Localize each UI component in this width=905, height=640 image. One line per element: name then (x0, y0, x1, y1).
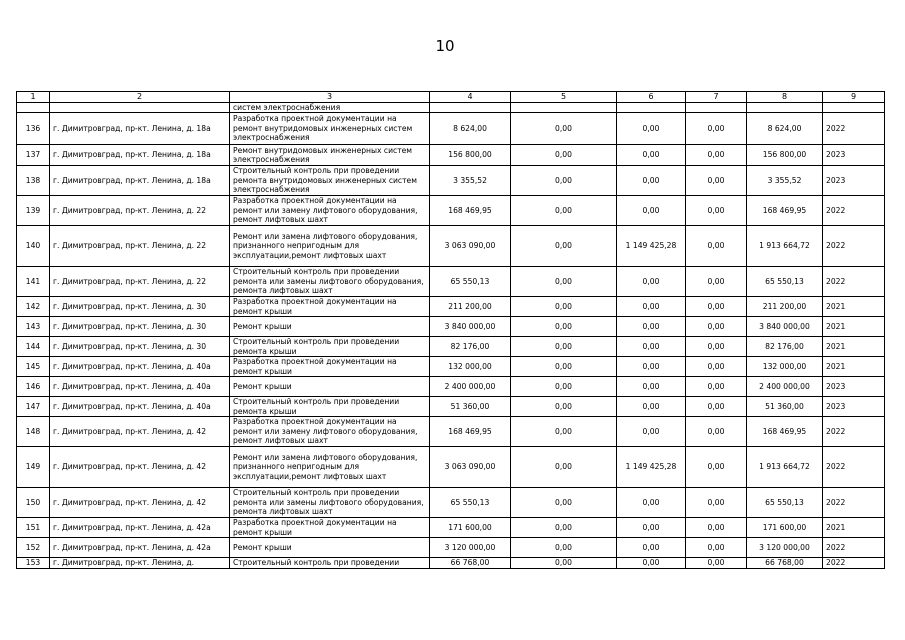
table-row (17, 267, 885, 297)
estimated-cost-cell: 65 550,13 (430, 267, 511, 297)
table-row (17, 145, 885, 166)
work-cell: Ремонт крыши (230, 377, 430, 397)
value-cell: 0,00 (511, 357, 617, 377)
value-cell: 0,00 (617, 166, 686, 196)
row-number: 141 (17, 267, 50, 297)
total-cost-cell: 82 176,00 (747, 337, 823, 357)
value-cell: 1 149 425,28 (617, 226, 686, 267)
work-cell: Разработка проектной документации на ремонт или замену лифтового оборудования, ремонт лифтовых шахт (230, 417, 430, 447)
address-cell: г. Димитровград, пр-кт. Ленина, д. 40а (50, 377, 230, 397)
value-cell: 0,00 (686, 113, 747, 145)
work-cell: систем электроснабжения (230, 103, 430, 113)
estimated-cost-cell: 3 120 000,00 (430, 538, 511, 558)
value-cell: 0,00 (686, 317, 747, 337)
table-row (17, 558, 885, 569)
work-cell: Разработка проектной документации на ремонт крыши (230, 297, 430, 317)
year-cell: 2022 (823, 267, 885, 297)
estimated-cost-cell: 211 200,00 (430, 297, 511, 317)
total-cost-cell: 211 200,00 (747, 297, 823, 317)
table-row (17, 447, 885, 488)
address-cell: г. Димитровград, пр-кт. Ленина, д. 30 (50, 297, 230, 317)
value-cell: 0,00 (686, 558, 747, 569)
row-number: 153 (17, 558, 50, 569)
estimated-cost-cell: 171 600,00 (430, 518, 511, 538)
value-cell: 0,00 (686, 377, 747, 397)
table-row (17, 518, 885, 538)
value-cell: 0,00 (617, 377, 686, 397)
total-cost-cell: 3 840 000,00 (747, 317, 823, 337)
total-cost-cell: 51 360,00 (747, 397, 823, 417)
work-cell: Ремонт или замена лифтового оборудования, признанного непригодным для эксплуатации,ремонт лифтовых шахт (230, 226, 430, 267)
estimated-cost-cell: 3 840 000,00 (430, 317, 511, 337)
value-cell: 0,00 (617, 113, 686, 145)
address-cell: г. Димитровград, пр-кт. Ленина, д. 30 (50, 337, 230, 357)
total-cost-cell: 171 600,00 (747, 518, 823, 538)
estimated-cost-cell: 132 000,00 (430, 357, 511, 377)
row-number: 137 (17, 145, 50, 166)
value-cell: 0,00 (511, 538, 617, 558)
address-cell: г. Димитровград, пр-кт. Ленина, д. 18а (50, 113, 230, 145)
value-cell: 0,00 (686, 226, 747, 267)
table-row (17, 196, 885, 226)
row-number: 149 (17, 447, 50, 488)
work-cell: Строительный контроль при проведении ремонта или замены лифтового оборудования, ремонта лифтовых шахт (230, 488, 430, 518)
value-cell: 0,00 (511, 417, 617, 447)
estimated-cost-cell: 3 063 090,00 (430, 226, 511, 267)
value-cell: 0,00 (617, 417, 686, 447)
estimated-cost-cell: 3 355,52 (430, 166, 511, 196)
total-cost-cell: 65 550,13 (747, 488, 823, 518)
work-cell: Строительный контроль при проведении ремонта или замены лифтового оборудования, ремонта лифтовых шахт (230, 267, 430, 297)
value-cell: 0,00 (511, 558, 617, 569)
value-cell: 0,00 (511, 377, 617, 397)
year-cell: 2022 (823, 558, 885, 569)
column-header: 9 (823, 92, 885, 103)
row-number: 146 (17, 377, 50, 397)
column-header: 3 (230, 92, 430, 103)
work-cell: Разработка проектной документации на ремонт внутридомовых инженерных систем электроснабжения (230, 113, 430, 145)
value-cell: 0,00 (511, 145, 617, 166)
total-cost-cell: 65 550,13 (747, 267, 823, 297)
value-cell: 0,00 (511, 488, 617, 518)
value-cell: 0,00 (511, 267, 617, 297)
estimated-cost-cell: 3 063 090,00 (430, 447, 511, 488)
value-cell: 0,00 (511, 196, 617, 226)
year-cell: 2023 (823, 377, 885, 397)
table-row (17, 337, 885, 357)
register-table (16, 91, 885, 569)
row-number: 151 (17, 518, 50, 538)
year-cell: 2022 (823, 226, 885, 267)
table-row (17, 357, 885, 377)
year-cell: 2021 (823, 518, 885, 538)
table-row-continued (17, 103, 885, 113)
row-number: 150 (17, 488, 50, 518)
year-cell: 2022 (823, 447, 885, 488)
total-cost-cell: 168 469,95 (747, 417, 823, 447)
estimated-cost-cell: 66 768,00 (430, 558, 511, 569)
value-cell: 0,00 (617, 196, 686, 226)
value-cell: 0,00 (617, 357, 686, 377)
year-cell: 2022 (823, 113, 885, 145)
row-number: 143 (17, 317, 50, 337)
address-cell: г. Димитровград, пр-кт. Ленина, д. (50, 558, 230, 569)
table-row (17, 113, 885, 145)
value-cell: 0,00 (511, 226, 617, 267)
value-cell: 0,00 (511, 518, 617, 538)
value-cell: 0,00 (617, 518, 686, 538)
row-number: 142 (17, 297, 50, 317)
column-header: 4 (430, 92, 511, 103)
address-cell: г. Димитровград, пр-кт. Ленина, д. 42а (50, 518, 230, 538)
value-cell: 0,00 (686, 488, 747, 518)
row-number: 136 (17, 113, 50, 145)
column-header: 5 (511, 92, 617, 103)
total-cost-cell: 132 000,00 (747, 357, 823, 377)
value-cell: 0,00 (686, 538, 747, 558)
value-cell: 0,00 (686, 297, 747, 317)
row-number: 139 (17, 196, 50, 226)
year-cell: 2021 (823, 337, 885, 357)
column-header: 2 (50, 92, 230, 103)
value-cell: 0,00 (686, 357, 747, 377)
estimated-cost-cell: 8 624,00 (430, 113, 511, 145)
row-number: 140 (17, 226, 50, 267)
table-row (17, 488, 885, 518)
table-row (17, 297, 885, 317)
estimated-cost-cell: 82 176,00 (430, 337, 511, 357)
address-cell: г. Димитровград, пр-кт. Ленина, д. 40а (50, 397, 230, 417)
table-row (17, 377, 885, 397)
value-cell: 0,00 (511, 317, 617, 337)
address-cell: г. Димитровград, пр-кт. Ленина, д. 42 (50, 447, 230, 488)
value-cell: 0,00 (617, 297, 686, 317)
address-cell: г. Димитровград, пр-кт. Ленина, д. 22 (50, 226, 230, 267)
value-cell: 0,00 (617, 397, 686, 417)
value-cell: 0,00 (686, 447, 747, 488)
value-cell: 0,00 (617, 267, 686, 297)
column-header: 6 (617, 92, 686, 103)
total-cost-cell: 1 913 664,72 (747, 447, 823, 488)
year-cell: 2021 (823, 297, 885, 317)
value-cell: 0,00 (511, 397, 617, 417)
value-cell: 0,00 (686, 145, 747, 166)
total-cost-cell: 2 400 000,00 (747, 377, 823, 397)
year-cell: 2022 (823, 417, 885, 447)
column-header: 7 (686, 92, 747, 103)
work-cell: Строительный контроль при проведении ремонта внутридомовых инженерных систем электроснабжения (230, 166, 430, 196)
value-cell: 0,00 (686, 417, 747, 447)
value-cell: 0,00 (686, 397, 747, 417)
address-cell: г. Димитровград, пр-кт. Ленина, д. 42 (50, 488, 230, 518)
value-cell: 0,00 (511, 447, 617, 488)
total-cost-cell: 1 913 664,72 (747, 226, 823, 267)
row-number: 148 (17, 417, 50, 447)
work-cell: Ремонт или замена лифтового оборудования, признанного непригодным для эксплуатации,ремонт лифтовых шахт (230, 447, 430, 488)
value-cell: 0,00 (617, 317, 686, 337)
work-cell: Ремонт крыши (230, 317, 430, 337)
table-row (17, 166, 885, 196)
row-number: 138 (17, 166, 50, 196)
value-cell: 1 149 425,28 (617, 447, 686, 488)
table-row (17, 417, 885, 447)
row-number: 147 (17, 397, 50, 417)
year-cell: 2022 (823, 488, 885, 518)
value-cell: 0,00 (686, 518, 747, 538)
value-cell: 0,00 (617, 538, 686, 558)
value-cell: 0,00 (617, 145, 686, 166)
total-cost-cell: 66 768,00 (747, 558, 823, 569)
row-number: 145 (17, 357, 50, 377)
year-cell: 2021 (823, 317, 885, 337)
table-row (17, 397, 885, 417)
value-cell: 0,00 (617, 558, 686, 569)
value-cell: 0,00 (686, 337, 747, 357)
value-cell: 0,00 (617, 337, 686, 357)
address-cell: г. Димитровград, пр-кт. Ленина, д. 42 (50, 417, 230, 447)
year-cell: 2023 (823, 145, 885, 166)
value-cell: 0,00 (686, 196, 747, 226)
address-cell: г. Димитровград, пр-кт. Ленина, д. 22 (50, 196, 230, 226)
table-row (17, 226, 885, 267)
estimated-cost-cell: 168 469,95 (430, 417, 511, 447)
work-cell: Разработка проектной документации на ремонт крыши (230, 518, 430, 538)
total-cost-cell: 3 120 000,00 (747, 538, 823, 558)
address-cell: г. Димитровград, пр-кт. Ленина, д. 42а (50, 538, 230, 558)
work-cell: Строительный контроль при проведении ремонта крыши (230, 337, 430, 357)
year-cell: 2022 (823, 196, 885, 226)
address-cell: г. Димитровград, пр-кт. Ленина, д. 18а (50, 145, 230, 166)
work-cell: Ремонт внутридомовых инженерных систем электроснабжения (230, 145, 430, 166)
total-cost-cell: 8 624,00 (747, 113, 823, 145)
header-row (17, 92, 885, 103)
address-cell: г. Димитровград, пр-кт. Ленина, д. 30 (50, 317, 230, 337)
value-cell: 0,00 (511, 166, 617, 196)
year-cell: 2023 (823, 166, 885, 196)
row-number: 144 (17, 337, 50, 357)
year-cell: 2021 (823, 357, 885, 377)
address-cell: г. Димитровград, пр-кт. Ленина, д. 40а (50, 357, 230, 377)
row-number: 152 (17, 538, 50, 558)
estimated-cost-cell: 51 360,00 (430, 397, 511, 417)
total-cost-cell: 156 800,00 (747, 145, 823, 166)
page-number: 10 (435, 37, 455, 55)
value-cell: 0,00 (511, 337, 617, 357)
work-cell: Разработка проектной документации на ремонт или замену лифтового оборудования, ремонт лифтовых шахт (230, 196, 430, 226)
address-cell: г. Димитровград, пр-кт. Ленина, д. 22 (50, 267, 230, 297)
work-cell: Разработка проектной документации на ремонт крыши (230, 357, 430, 377)
year-cell: 2022 (823, 538, 885, 558)
total-cost-cell: 3 355,52 (747, 166, 823, 196)
table-row (17, 317, 885, 337)
year-cell: 2023 (823, 397, 885, 417)
work-cell: Ремонт крыши (230, 538, 430, 558)
value-cell: 0,00 (686, 166, 747, 196)
estimated-cost-cell: 156 800,00 (430, 145, 511, 166)
value-cell: 0,00 (511, 297, 617, 317)
work-cell: Строительный контроль при проведении ремонта крыши (230, 397, 430, 417)
address-cell: г. Димитровград, пр-кт. Ленина, д. 18а (50, 166, 230, 196)
value-cell: 0,00 (511, 113, 617, 145)
value-cell: 0,00 (617, 488, 686, 518)
estimated-cost-cell: 65 550,13 (430, 488, 511, 518)
column-header: 1 (17, 92, 50, 103)
estimated-cost-cell: 168 469,95 (430, 196, 511, 226)
column-header: 8 (747, 92, 823, 103)
work-cell: Строительный контроль при проведении (230, 558, 430, 569)
value-cell: 0,00 (686, 267, 747, 297)
total-cost-cell: 168 469,95 (747, 196, 823, 226)
table-row (17, 538, 885, 558)
estimated-cost-cell: 2 400 000,00 (430, 377, 511, 397)
